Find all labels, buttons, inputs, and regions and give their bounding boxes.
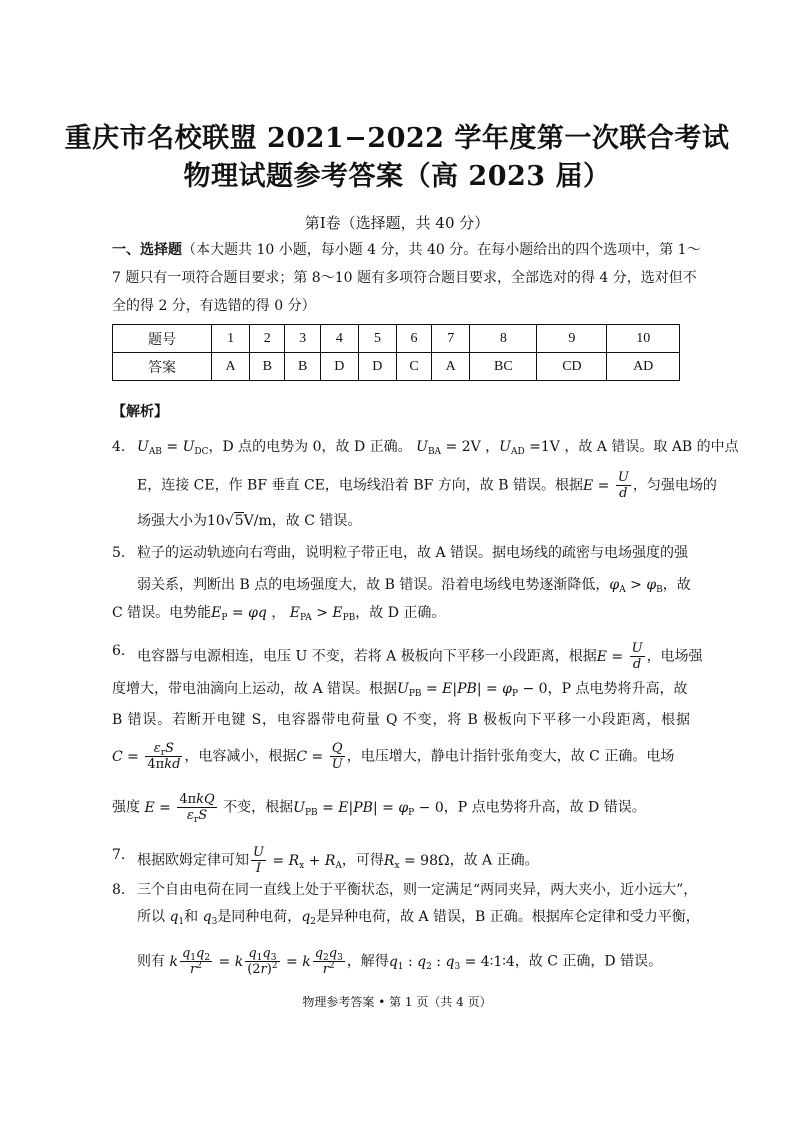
- q6-text: ，电容减小，根据: [184, 748, 297, 765]
- table-cell: 1: [212, 325, 250, 353]
- section-intro-line-1: [112, 240, 701, 260]
- formula: $U_{AB} = U_{DC}$: [137, 439, 209, 457]
- table-cell: 5: [358, 325, 396, 353]
- formula: $U_{PB} = E|PB| = \varphi_P - 0$: [293, 799, 444, 818]
- section-desc-3: 全的得 2 分，有选错的得 0 分）: [112, 298, 316, 314]
- table-cell: CD: [537, 353, 607, 381]
- formula: C = $\frac{\varepsilon_rS}{\text{4πkd}}$: [112, 741, 181, 772]
- part-heading: 第Ⅰ卷（选择题，共 40 分）: [304, 214, 490, 232]
- q7-line-1: [137, 845, 690, 876]
- formula: $U_{PB} = E|PB| = \varphi_P - 0$: [397, 681, 548, 699]
- table-header-question: 题号: [113, 325, 212, 353]
- table-cell: 7: [432, 325, 470, 353]
- table-row-questions: [113, 325, 680, 353]
- q4-line-1: [137, 437, 739, 457]
- table-cell: C: [396, 353, 431, 381]
- q8-text: 是同种电荷，: [217, 909, 302, 925]
- q4-text: ，D 点的电势为 0，故 D 正确。: [208, 439, 412, 455]
- q8-line-1: 三个自由电荷在同一直线上处于平衡状态，则一定满足“两同夹异，两大夹小，近小远大”，: [137, 882, 698, 898]
- q6-number: 6.: [112, 643, 126, 659]
- formula: E = $\frac{\text{4πkQ}}{\varepsilon_rS}$: [144, 792, 215, 825]
- q6-text: 电容器与电源相连，电压 U 不变，若将 A 极板向下平移一小段距离，根据: [137, 648, 597, 665]
- q5-text: 弱关系，判断出 B 点的电场强度大，故 B 错误。沿着电场线电势逐渐降低，: [137, 577, 610, 593]
- q5-number: 5.: [112, 545, 126, 561]
- table-cell: A: [212, 353, 250, 381]
- analysis-heading: 【解析】: [112, 404, 168, 420]
- table-header-answer: 答案: [113, 353, 212, 381]
- q7-number: 7.: [112, 847, 126, 863]
- formula: $U_{BA} = 2V$ ，$U_{AD} =1V$: [416, 439, 565, 457]
- q8-text: ，故 C 正确，D 错误。: [514, 953, 663, 970]
- q5-line-2: [137, 575, 690, 595]
- q6-text: ，电压增大，静电计指针张角变大，故 C 正确。电场: [346, 748, 675, 765]
- formula: E = $\frac{U}{d}$: [596, 641, 643, 672]
- q6-line-4: [112, 741, 690, 772]
- table-cell: 10: [607, 325, 680, 353]
- q4-number: 4.: [112, 439, 126, 455]
- formula: $q_1$ : $q_2$ : $q_3$ = 4∶1∶4: [388, 953, 515, 972]
- q6-text: 不变，根据: [223, 799, 294, 816]
- table-cell: 8: [470, 325, 537, 353]
- page-footer: 物理参考答案 • 第 1 页（共 4 页）: [302, 995, 492, 1009]
- q4-text: E，连接 CE，作 BF 垂直 CE，电场线沿着 BF 方向，故 B 错误。根据: [137, 477, 583, 494]
- q6-text: ，电场强: [646, 648, 703, 665]
- q6-text: ，P 点电势将升高，故 D 错误。: [443, 799, 646, 816]
- q5-text: C 错误。电势能: [112, 605, 212, 621]
- q4-text: ，匀强电场的: [632, 477, 717, 494]
- formula: 10√5V/m: [207, 513, 272, 529]
- section-label: 一、选择题: [112, 242, 182, 258]
- q4-line-2: [137, 470, 717, 501]
- q8-number: 8.: [112, 882, 126, 898]
- q6-line-1: [137, 641, 703, 672]
- q6-line-2: [112, 679, 690, 699]
- title-line-1: 重庆市名校联盟 2021−2022 学年度第一次联合考试: [64, 123, 730, 154]
- q8-text: 则有: [137, 953, 165, 970]
- q5-line-1: 粒子的运动轨迹向右弯曲，说明粒子带正电，故 A 错误。据电场线的疏密与电场强度的强: [137, 545, 689, 561]
- section-desc-1: （本大题共 10 小题，每小题 4 分，共 40 分。在每小题给出的四个选项中，第 1～: [182, 242, 701, 258]
- q4-line-3: [137, 511, 690, 531]
- table-cell: 6: [396, 325, 431, 353]
- table-cell: A: [432, 353, 470, 381]
- formula: $\frac{U}{I}$ = $R_x + R_A$: [253, 845, 342, 876]
- q5-line-3: [112, 603, 690, 623]
- formula: $q_1$和 $q_3$: [169, 909, 218, 927]
- q7-text: 根据欧姆定律可知: [137, 852, 249, 869]
- formula: $R_x = 98\Omega$: [383, 852, 450, 871]
- table-cell: D: [358, 353, 396, 381]
- q6-line-5: [112, 792, 690, 823]
- q8-text: 所以: [137, 909, 165, 925]
- q4-text: ，故 C 错误。: [271, 513, 362, 529]
- table-cell: B: [285, 353, 320, 381]
- formula: $E_P = \varphi q$ ， $E_{PA} > E_{PB}$: [211, 605, 356, 623]
- q8-line-2: [137, 907, 700, 927]
- table-row-answers: [113, 353, 680, 381]
- q5-text: ，故: [662, 577, 691, 593]
- q5-text: ，故 D 正确。: [355, 605, 446, 621]
- table-cell: 9: [537, 325, 607, 353]
- table-cell: D: [320, 353, 358, 381]
- table-cell: 4: [320, 325, 358, 353]
- answer-table: [112, 324, 680, 381]
- q6-text: 度增大，带电油滴向上运动，故 A 错误。根据: [112, 681, 398, 697]
- q6-text: 强度: [112, 799, 140, 816]
- q7-text: ，可得: [341, 852, 384, 869]
- formula: E = $\frac{U}{d}$: [582, 470, 629, 501]
- q4-text: ，故 A 错误。取 AB 的中点: [564, 439, 739, 455]
- section-desc-2: 7 题只有一项符合题目要求；第 8～10 题有多项符合题目要求，全部选对的得 4 分，选对但不: [112, 270, 697, 286]
- formula: $\varphi_A > \varphi_B$: [609, 577, 663, 595]
- q4-text: 场强大小为: [137, 513, 207, 529]
- table-cell: AD: [607, 353, 680, 381]
- formula: k $\frac{q_1q_2}{r^2}$ = k $\frac{q_1q_3}{(2r)^2}$ = k $\frac{q_2q_3}{r^2}$: [169, 946, 343, 977]
- q6-text: ，P 点电势将升高，故: [547, 681, 688, 697]
- table-cell: BC: [470, 353, 537, 381]
- table-cell: 2: [250, 325, 285, 353]
- table-cell: 3: [285, 325, 320, 353]
- q6-line-3: B 错误。若断开电键 S，电容器带电荷量 Q 不变，将 B 极板向下平移一小段距离，根据: [112, 712, 690, 728]
- q8-text: 是异种电荷，故 A 错误，B 正确。根据库仑定律和受力平衡，: [316, 909, 700, 925]
- table-cell: B: [250, 353, 285, 381]
- q8-text: ，解得: [346, 953, 389, 970]
- q7-text: ，故 A 正确。: [449, 852, 539, 869]
- title-line-2: 物理试题参考答案（高 2023 届）: [183, 161, 611, 192]
- formula: C = $\frac{Q}{U}$: [296, 741, 343, 772]
- q8-line-3: [137, 946, 690, 977]
- formula: $q_2$: [301, 909, 317, 927]
